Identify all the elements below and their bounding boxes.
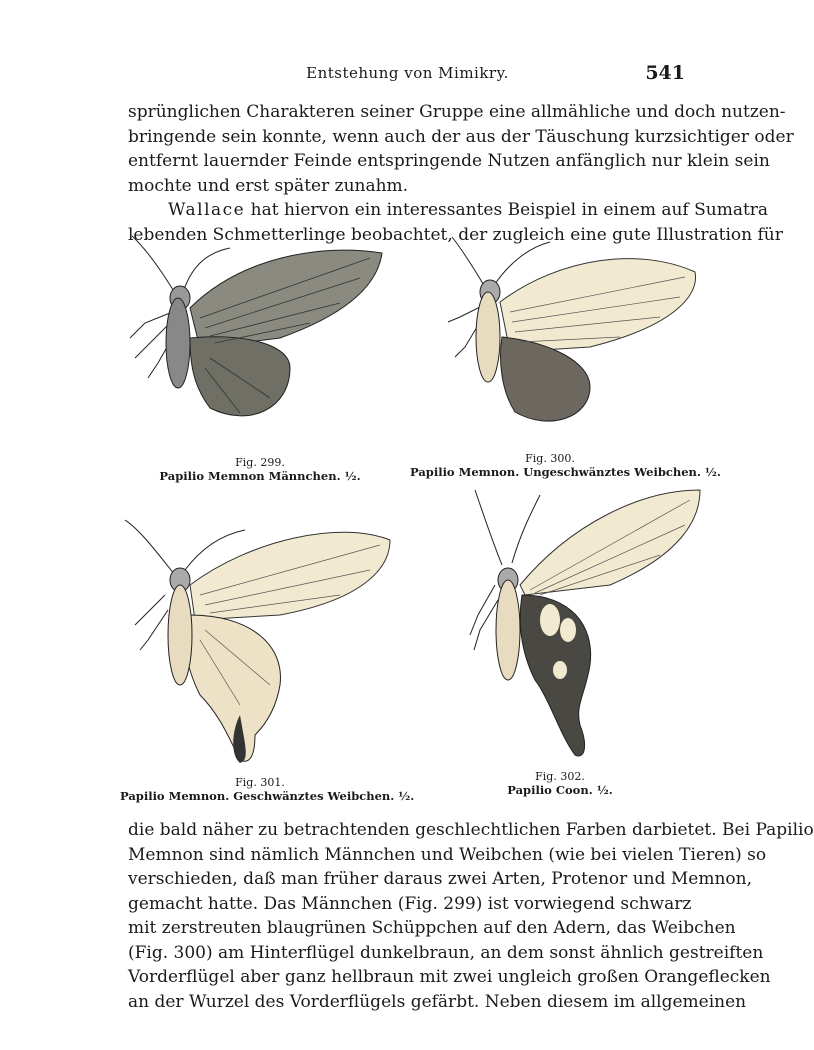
text-line: lebenden Schmetterlinge beobachtet, der zugleich eine gute Illustration für — [128, 224, 783, 245]
bottom-paragraph — [128, 818, 814, 1014]
figure-number: Fig. 301. — [235, 776, 285, 789]
figure-title: Papilio Memnon Männchen. ½. — [159, 469, 361, 483]
butterfly-illustration-fig-301 — [120, 515, 395, 775]
text-line — [128, 198, 769, 223]
figure-number: Fig. 299. — [235, 456, 285, 469]
figure-number: Fig. 300. — [525, 452, 575, 465]
figure-title: Papilio Memnon. Geschwänztes Weibchen. ½. — [120, 789, 415, 803]
butterfly-illustration-fig-299 — [120, 228, 390, 453]
text-line: entfernt lauernder Feinde entspringende Nutzen anfänglich nur klein sein — [128, 151, 770, 171]
text-line: die bald näher zu betrachtenden geschlechtlichen Farben darbietet. Bei Papilio — [128, 820, 814, 840]
author-name: Wallace — [168, 200, 246, 220]
text-line: Memnon sind nämlich Männchen und Weibchen (wie bei vielen Tieren) so — [128, 844, 767, 865]
text-line: mochte und erst später zunahm. — [128, 175, 409, 196]
page-header — [130, 62, 685, 86]
figure-title: Papilio Memnon. Ungeschwänztes Weibchen. ½. — [410, 465, 721, 479]
top-paragraph — [128, 100, 794, 247]
figure-caption-302 — [480, 770, 640, 797]
text-fragment: hat hiervon ein interessantes Beispiel in einem auf Sumatra — [245, 200, 769, 220]
text-line: gemacht hatte. Das Männchen (Fig. 299) ist vorwiegend schwarz — [128, 893, 692, 914]
butterfly-illustration-fig-300 — [440, 232, 705, 452]
text-line: an der Wurzel des Vorderflügels gefärbt. Neben diesem im allgemeinen — [128, 991, 747, 1012]
text-line: Vorderflügel aber ganz hellbraun mit zwei ungleich großen Orangeflecken — [128, 967, 771, 987]
figure-caption-299 — [140, 456, 380, 483]
figure-caption-301 — [120, 776, 415, 803]
text-line: mit zerstreuten blaugrünen Schüppchen auf den Adern, das Weibchen — [128, 918, 736, 938]
butterfly-illustration-fig-302 — [460, 485, 705, 765]
figure-number: Fig. 302. — [535, 770, 585, 783]
page-number: 541 — [645, 62, 685, 84]
text-line: sprünglichen Charakteren seiner Gruppe eine allmähliche und doch nutzen- — [128, 102, 786, 122]
text-line: verschieden, daß man früher daraus zwei Arten, Protenor und Memnon, — [128, 869, 753, 889]
text-line: bringende sein konnte, wenn auch der aus der Täuschung kurzsichtiger oder — [128, 126, 794, 147]
text-line: (Fig. 300) am Hinterflügel dunkelbraun, an dem sonst ähnlich gestreiften — [128, 942, 764, 963]
running-title: Entstehung von Mimikry. — [306, 64, 509, 82]
figure-title: Papilio Coon. ½. — [507, 783, 613, 797]
figure-caption-300 — [410, 452, 721, 479]
